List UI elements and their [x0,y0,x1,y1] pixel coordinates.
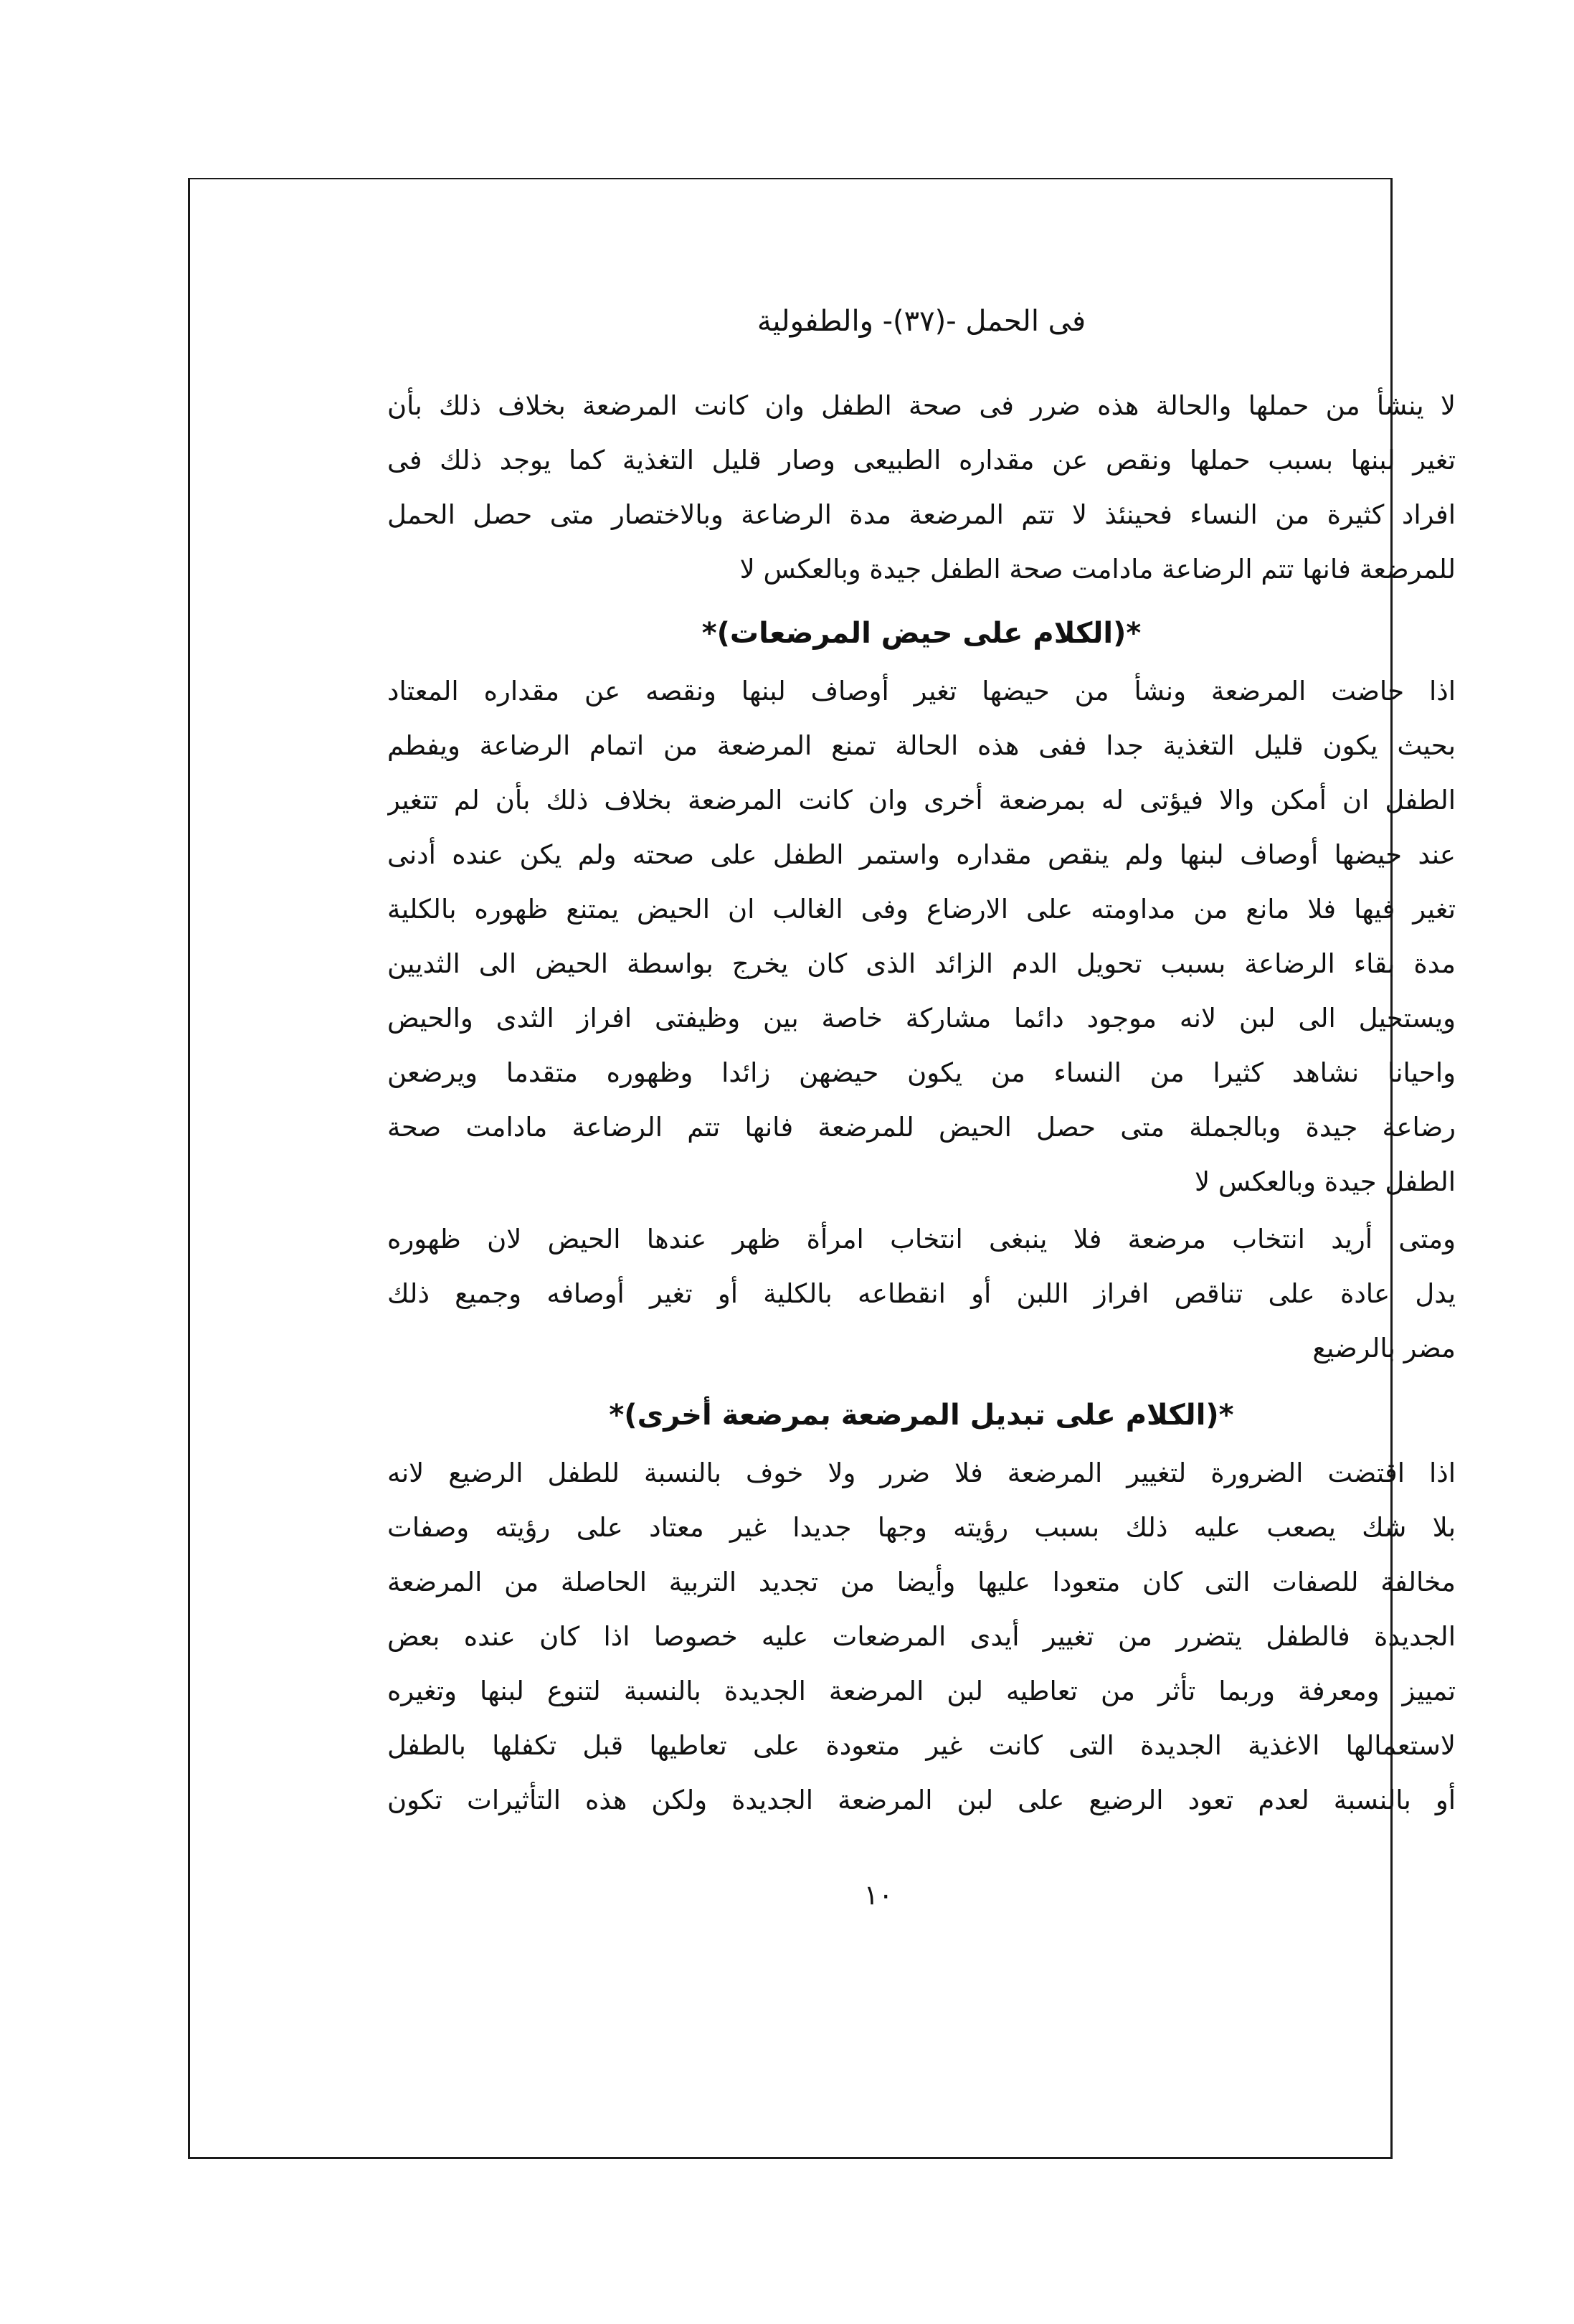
section-heading-changing-nurse: *(الكلام على تبديل المرضعة بمرضعة أخرى)* [609,1399,1234,1432]
section-1-paragraph [387,379,1456,597]
section-4 [387,1384,1456,1828]
text-line: للمرضعة فانها تتم الرضاعة مادامت صحة الطفل جيدة وبالعكس لا [739,554,1456,585]
text-line: اذا اقتضت الضرورة لتغيير المرضعة فلا ضرر ولا خوف بالنسبة للطفل الرضيع لانه [387,1458,1456,1488]
text-line: مخالفة للصفات التى كان متعودا عليها وأيضا من تجديد التربية الحاصلة من المرضعة [387,1567,1456,1597]
text-line: اذا حاضت المرضعة ونشأ من حيضها تغير أوصاف لبنها ونقصه عن مقداره المعتاد [387,676,1456,707]
text-line: بلا شك يصعب عليه ذلك بسبب رؤيته وجها جديدا غير معتاد على رؤيته وصفات [387,1512,1456,1543]
text-line: يدل عادة على تناقص افراز اللبن أو انقطاعه بالكلية أو تغير أوصافه وجميع ذلك [387,1278,1456,1309]
text-line: تمييز ومعرفة وربما تأثر من تعاطيه لبن المرضعة الجديدة بالنسبة لتنوع لبنها وتغيره [387,1676,1456,1706]
text-line: تغير فيها فلا مانع من مداومته على الارضاع وفى الغالب ان الحيض يمتنع ظهوره بالكلية [387,894,1456,925]
page-number: ١٠ [863,1879,893,1911]
text-line: واحيانا نشاهد كثيرا من النساء من يكون حيضهن زائدا وظهوره متقدما ويرضعن [387,1057,1456,1088]
text-line: مدة بقاء الرضاعة بسبب تحويل الدم الزائد الذى كان يخرج بواسطة الحيض الى الثديين [387,948,1456,979]
text-line: افراد كثيرة من النساء فحينئذ لا تتم المرضعة مدة الرضاعة وبالاختصار متى حصل الحمل [387,499,1456,530]
text-line: ومتى أريد انتخاب مرضعة فلا ينبغى انتخاب امرأة ظهر عندها الحيض لان ظهوره [387,1224,1456,1255]
text-line: مضر بالرضيع [1312,1333,1456,1364]
text-line: بحيث يكون قليل التغذية جدا ففى هذه الحالة تمنع المرضعة من اتمام الرضاعة ويفطم [387,730,1456,761]
section-heading-menstruation: *(الكلام على حيض المرضعات)* [701,617,1142,650]
running-header: فى الحمل -(٣٧)- والطفولية [757,305,1086,338]
section-2 [387,603,1456,1209]
text-line: عند حيضها أوصاف لبنها ولم ينقص مقداره واستمر الطفل على صحته ولم يكن عنده أدنى [387,839,1456,870]
text-line: لاستعمالها الاغذية الجديدة التى كانت غير متعودة على تعاطيها قبل تكفلها بالطفل [387,1730,1456,1761]
text-line: رضاعة جيدة وبالجملة متى حصل الحيض للمرضعة فانها تتم الرضاعة مادامت صحة [387,1112,1456,1143]
text-line: الطفل ان أمكن والا فيؤتى له بمرضعة أخرى وان كانت المرضعة بخلاف ذلك بأن لم تتغير [387,785,1456,816]
text-line: لا ينشأ من حملها والحالة هذه ضرر فى صحة الطفل وان كانت المرضعة بخلاف ذلك بأن [387,390,1456,421]
text-line: تغير لبنها بسبب حملها ونقص عن مقداره الطبيعى وصار قليل التغذية كما يوجد ذلك فى [387,445,1456,476]
text-line: الجديدة فالطفل يتضرر من تغيير أيدى المرضعات عليه خصوصا اذا كان عنده بعض [387,1621,1456,1652]
section-3-paragraph [387,1212,1456,1376]
text-line: أو بالنسبة لعدم تعود الرضيع على لبن المرضعة الجديدة ولكن هذه التأثيرات تكون [387,1785,1456,1815]
text-line: الطفل جيدة وبالعكس لا [1194,1166,1456,1197]
text-line: ويستحيل الى لبن لانه موجود دائما مشاركة خاصة بين وظيفتى افراز الثدى والحيض [387,1003,1456,1034]
